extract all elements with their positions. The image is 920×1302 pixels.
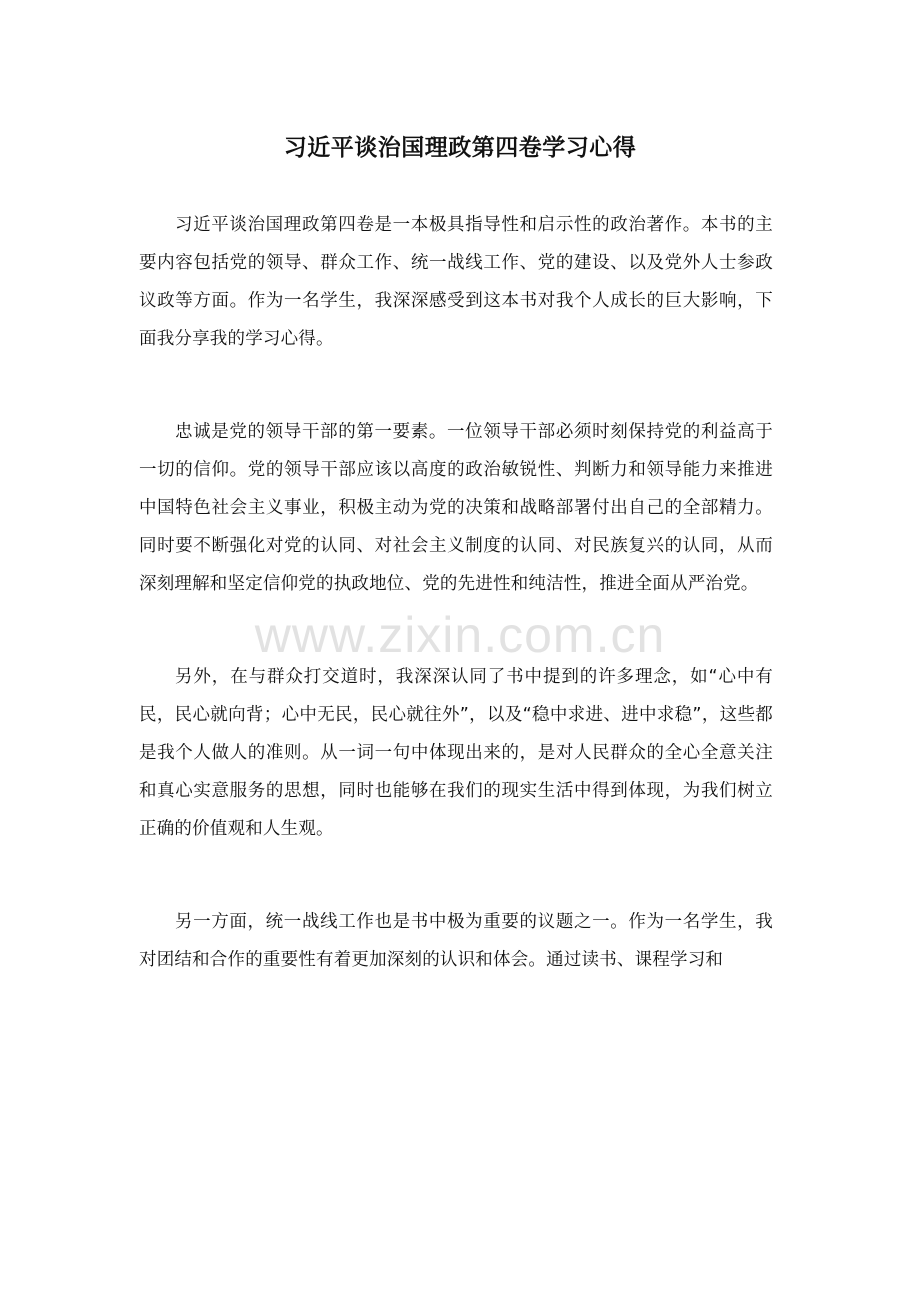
paragraph-4: 另一方面，统一战线工作也是书中极为重要的议题之一。作为一名学生，我对团结和合作的重要性有着更加深刻的认识和体会。通过读书、课程学习和 — [139, 912, 773, 970]
paragraph-3: 另外，在与群众打交道时，我深深认同了书中提到的许多理念，如“心中有民，民心就向背；心中无民，民心就往外”，以及“稳中求进、进中求稳”，这些都是我个人做人的准则。从一词一句中体现出来的，是对人民群众的全心全意关注和真心实意服务的思想，同时也能够在我们的现实生活中得到体现，为我们树立正确的价值观和人生观。 — [139, 667, 773, 839]
watermark: www.zixin.com.cn — [254, 607, 666, 663]
document-body — [139, 206, 773, 1034]
document-title: 习近平谈治国理政第四卷学习心得 — [283, 135, 637, 161]
paragraph-2: 忠诚是党的领导干部的第一要素。一位领导干部必须时刻保持党的利益高于一切的信仰。党的领导干部应该以高度的政治敏锐性、判断力和领导能力来推进中国特色社会主义事业，积极主动为党的决策和战略部署付出自己的全部精力。同时要不断强化对党的认同、对社会主义制度的认同、对民族复兴的认同，从而深刻理解和坚定信仰党的执政地位、党的先进性和纯洁性，推进全面从严治党。 — [139, 422, 773, 594]
paragraph-1: 习近平谈治国理政第四卷是一本极具指导性和启示性的政治著作。本书的主要内容包括党的领导、群众工作、统一战线工作、党的建设、以及党外人士参政议政等方面。作为一名学生，我深深感受到这本书对我个人成长的巨大影响，下面我分享我的学习心得。 — [139, 215, 773, 349]
